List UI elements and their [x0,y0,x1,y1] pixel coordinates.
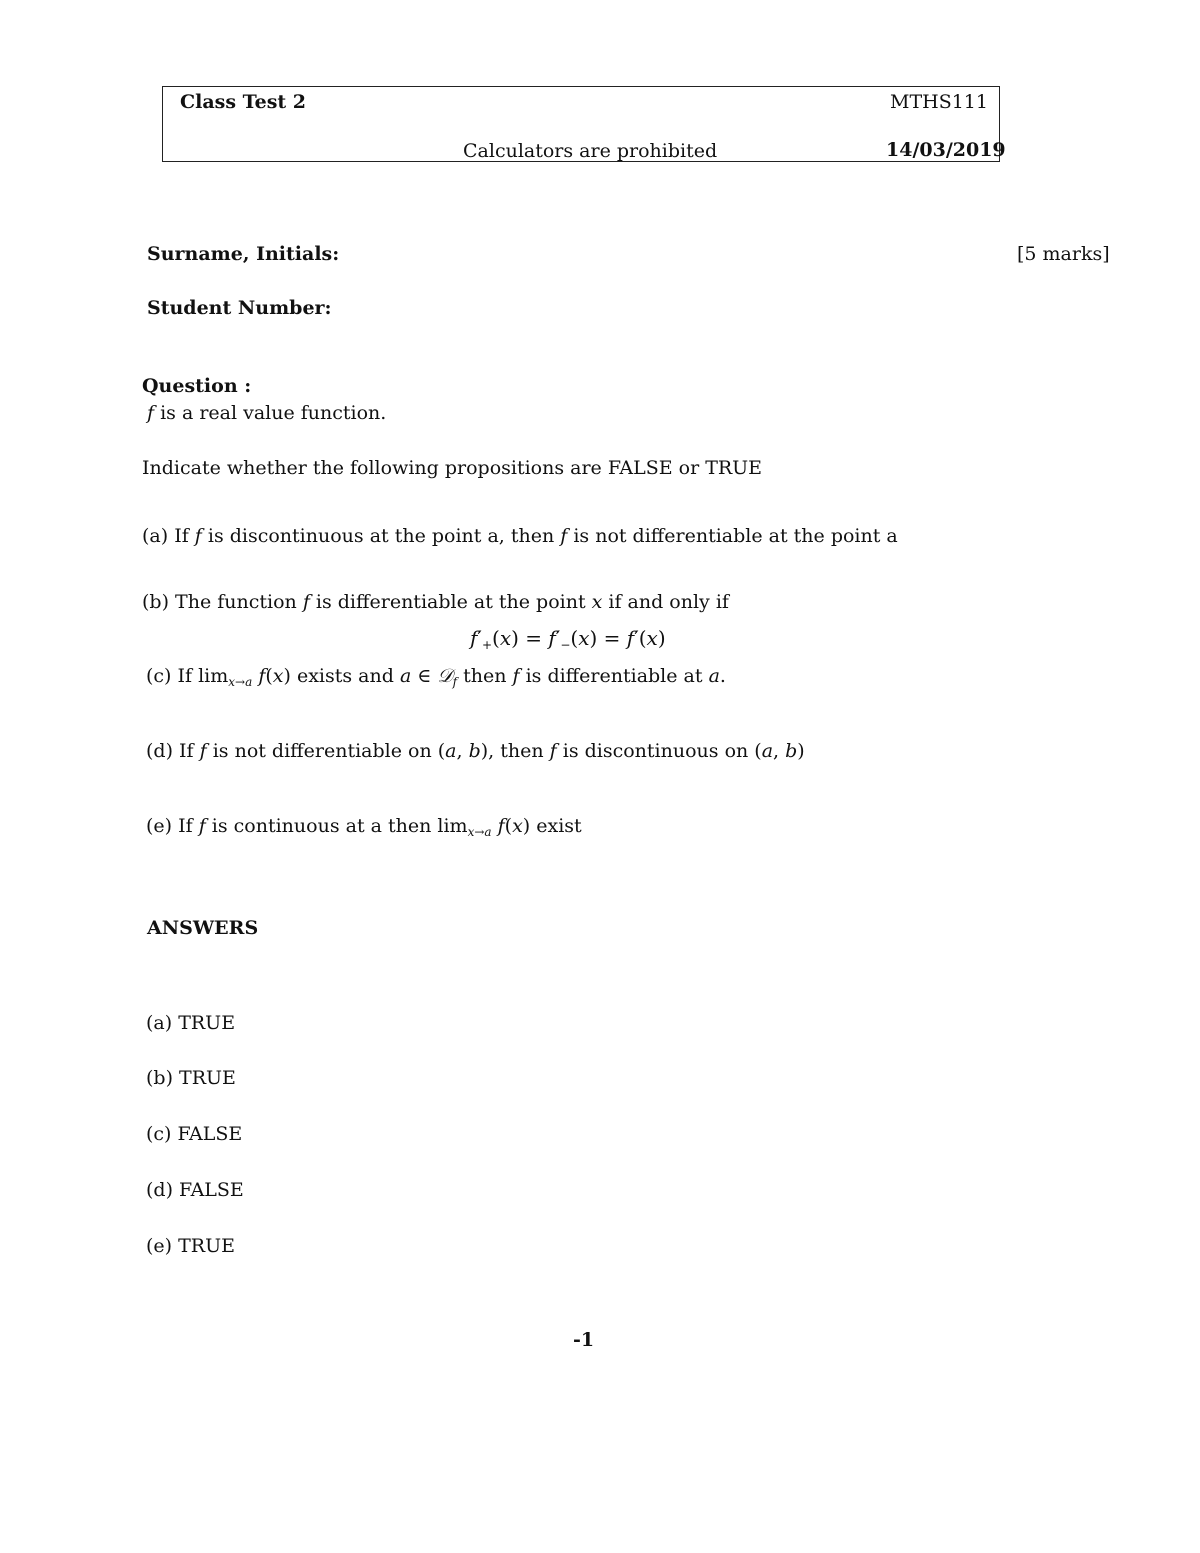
test-date: 14/03/2019 [886,139,1006,161]
answer-b: (b) TRUE [146,1067,236,1089]
proposition-e: (e) If f is continuous at a then $\lim_{x\to a} f(x)$ exist [146,815,582,839]
question-premise: f is a real value function. [147,402,387,424]
question-instruction: Indicate whether the following propositions are FALSE or TRUE [142,457,763,479]
surname-label: Surname, Initials: [147,243,340,265]
marks-label: [5 marks] [1017,243,1110,265]
proposition-a: (a) If f is discontinuous at the point a, then f is not differentiable at the point a [142,525,898,547]
calculator-note: Calculators are prohibited [463,140,718,162]
proposition-c: (c) If $\lim_{x\to a} f(x)$ exists and a ∈ 𝒟$_f$ then f is differentiable at a. [146,665,726,689]
answer-d: (d) FALSE [146,1179,244,1201]
proposition-b: (b) The function f is differentiable at the point x if and only if [142,591,729,613]
answer-a: (a) TRUE [146,1012,236,1034]
proposition-b-equation: $f'_+(x) = f'_-(x) = f'(x)$ [470,626,666,652]
test-title: Class Test 2 [180,91,307,113]
answer-c: (c) FALSE [146,1123,243,1145]
page-number: -1 [573,1329,595,1351]
course-code: MTHS111 [890,91,988,113]
proposition-d: (d) If f is not differentiable on (a, b), then f is discontinuous on (a, b) [146,740,805,762]
function-symbol: f [147,402,155,424]
answers-heading: ANSWERS [147,917,259,939]
question-heading: Question : [142,375,252,397]
answer-e: (e) TRUE [146,1235,235,1257]
student-number-label: Student Number: [147,297,332,319]
